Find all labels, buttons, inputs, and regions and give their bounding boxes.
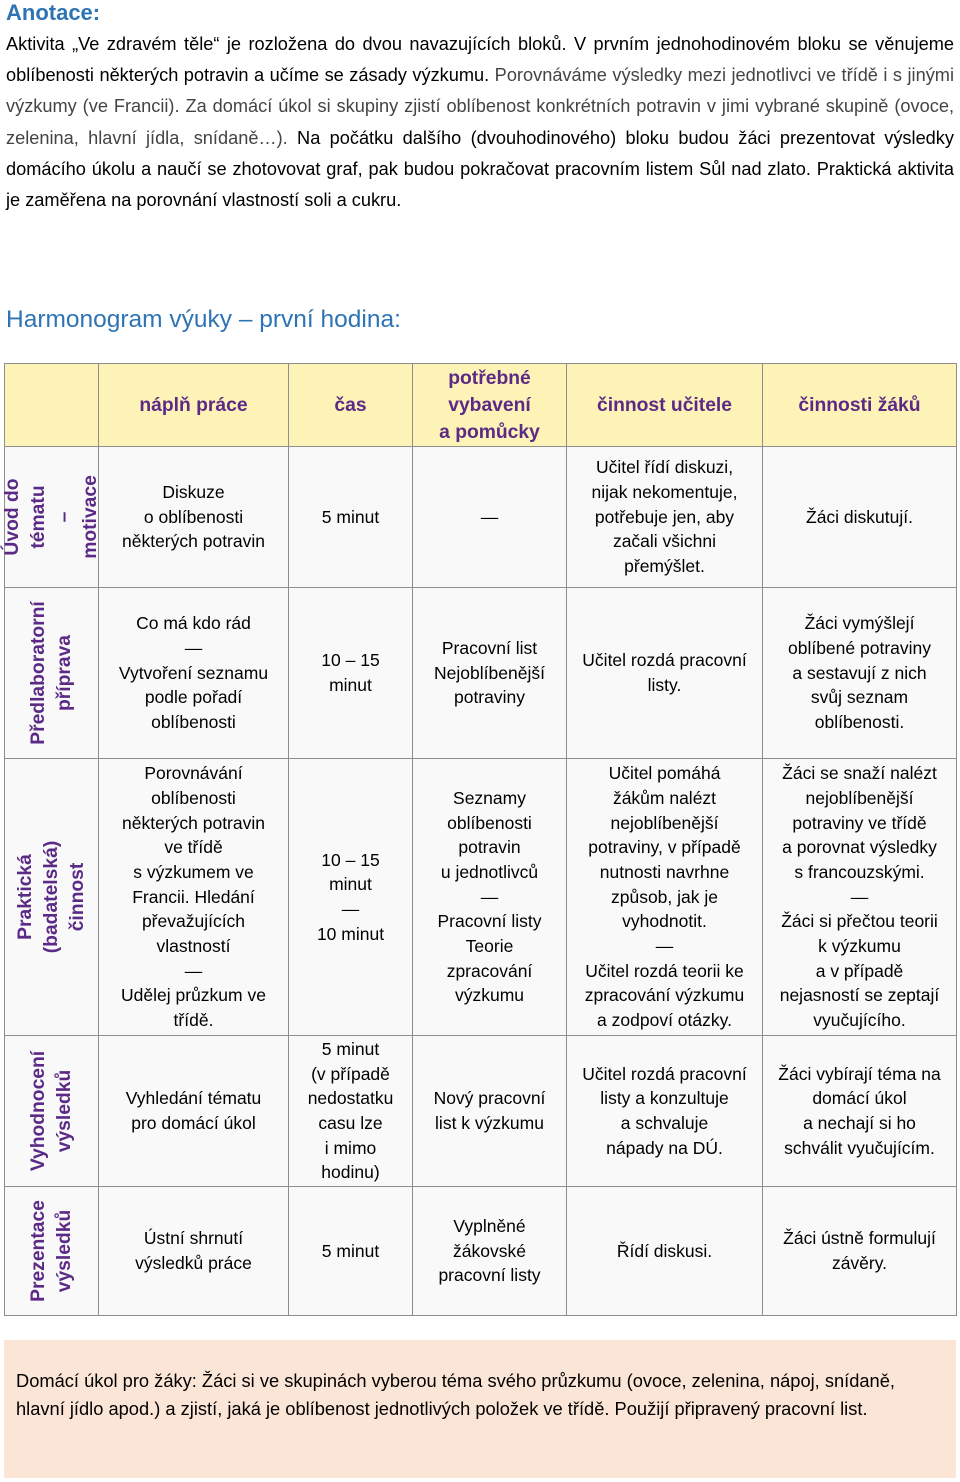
phase-cell [1, 447, 101, 588]
phase-label: Vyhodnocení výsledků [27, 1050, 75, 1172]
teacher-cell: Učitel pomáhá žákům nalézt nejoblíbenější potraviny, v případě nutnosti navrhne způsob, jak je vyhodnotit. — Učitel rozdá teorii ke zpracování výzkumu a zodpoví otázky. [567, 759, 763, 1036]
table-row [5, 447, 957, 588]
header-content: náplň práce [99, 364, 289, 447]
content-cell: Ústní shrnutí výsledků práce [99, 1187, 289, 1316]
students-cell: Žáci ústně formulují závěry. [763, 1187, 957, 1316]
annotation-text-part-1: Aktivita „Ve zdravém těle“ je rozložena do dvou navazujících bloků. V prvním jednohodinovém bloku se věnujeme oblíbenosti některých potravin a učíme se zásady výzkumu. [6, 34, 954, 86]
header-teacher: činnost učitele [567, 364, 763, 447]
homework-text: Domácí úkol pro žáky: Žáci si ve skupinách vyberou téma svého průzkumu (ovoce, zelenina, nápoj, snídaně, hlavní jídlo apod.) a zjistí, jaká je oblíbenost jednotlivých položek ve třídě. Použijí připravený pracovní list. [16, 1370, 895, 1419]
schedule-title: Harmonogram výuky – první hodina: [6, 306, 401, 333]
teacher-cell: Učitel rozdá pracovní listy. [567, 588, 763, 759]
table-row [5, 1036, 957, 1187]
teacher-cell: Řídí diskusi. [567, 1187, 763, 1316]
equipment-cell: Pracovní list Nejoblíbenější potraviny [413, 588, 567, 759]
header-students: činnosti žáků [763, 364, 957, 447]
table-row [5, 1187, 957, 1316]
header-corner-cell [5, 364, 99, 447]
phase-cell [5, 1187, 99, 1316]
phase-label: Praktická (badatelská) činnost [14, 840, 88, 954]
phase-label: Úvod do tématu – motivace [1, 475, 101, 559]
content-cell: Porovnávání oblíbenosti některých potravin ve třídě s výzkumem ve Francii. Hledání převažujících vlastností — Udělej průzkum ve třídě. [99, 759, 289, 1036]
time-cell: 5 minut [289, 447, 413, 588]
homework-box [4, 1340, 956, 1478]
equipment-cell: Seznamy oblíbenosti potravin u jednotlivců — Pracovní listy Teorie zpracování výzkumu [413, 759, 567, 1036]
teacher-cell: Učitel řídí diskuzi, nijak nekomentuje, potřebuje jen, aby začali všichni přemýšlet. [567, 447, 763, 588]
time-cell: 5 minut (v případě nedostatku casu lze i mimo hodinu) [289, 1036, 413, 1187]
phase-cell [5, 588, 99, 759]
schedule-table [1, 363, 957, 1316]
time-cell: 10 – 15 minut [289, 588, 413, 759]
students-cell: Žáci diskutují. [763, 447, 957, 588]
header-equipment: potřebné vybavení a pomůcky [413, 364, 567, 447]
annotation-text [6, 29, 954, 216]
students-cell: Žáci se snaží nalézt nejoblíbenější potraviny ve třídě a porovnat výsledky s francouzskými. — Žáci si přečtou teorii k výzkumu a v případě nejasností se zeptají vyučujícího. [763, 759, 957, 1036]
phase-cell [5, 1036, 99, 1187]
annotation-title: Anotace: [6, 0, 101, 25]
annotation-text-part-3: Na počátku dalšího (dvouhodinového) bloku budou žáci prezentovat výsledky domácího úkolu a naučí se zhotovovat graf, pak budou pokračovat pracovním listem Sůl nad zlato. Praktická aktivita je zaměřena na porovnání vlastností soli a cukru. [6, 127, 954, 211]
header-time: čas [289, 364, 413, 447]
phase-label: Předlaboratorní příprava [27, 601, 75, 745]
equipment-cell: — [413, 447, 567, 588]
equipment-cell: Vyplněné žákovské pracovní listy [413, 1187, 567, 1316]
table-row [5, 588, 957, 759]
students-cell: Žáci vymýšlejí oblíbené potraviny a sestavují z nich svůj seznam oblíbenosti. [763, 588, 957, 759]
time-cell: 10 – 15 minut — 10 minut [289, 759, 413, 1036]
content-cell: Vyhledání tématu pro domácí úkol [99, 1036, 289, 1187]
equipment-cell: Nový pracovní list k výzkumu [413, 1036, 567, 1187]
content-cell: Diskuze o oblíbenosti některých potravin [99, 447, 289, 588]
phase-cell [5, 759, 99, 1036]
time-cell: 5 minut [289, 1187, 413, 1316]
annotation-text-part-2: Porovnáváme výsledky mezi jednotlivci ve třídě i s jinými výzkumy (ve Francii). Za domácí úkol si skupiny zjistí oblíbenost konkrétních potravin v jimi vybrané skupině (ovoce, zelenina, hlavní jídla, snídaně…). [6, 65, 954, 148]
table-row [5, 759, 957, 1036]
students-cell: Žáci vybírají téma na domácí úkol a nechají si ho schválit vyučujícím. [763, 1036, 957, 1187]
phase-label: Prezentace výsledků [27, 1200, 75, 1302]
table-header-row [5, 364, 957, 447]
teacher-cell: Učitel rozdá pracovní listy a konzultuje a schvaluje nápady na DÚ. [567, 1036, 763, 1187]
content-cell: Co má kdo rád — Vytvoření seznamu podle pořadí oblíbenosti [99, 588, 289, 759]
